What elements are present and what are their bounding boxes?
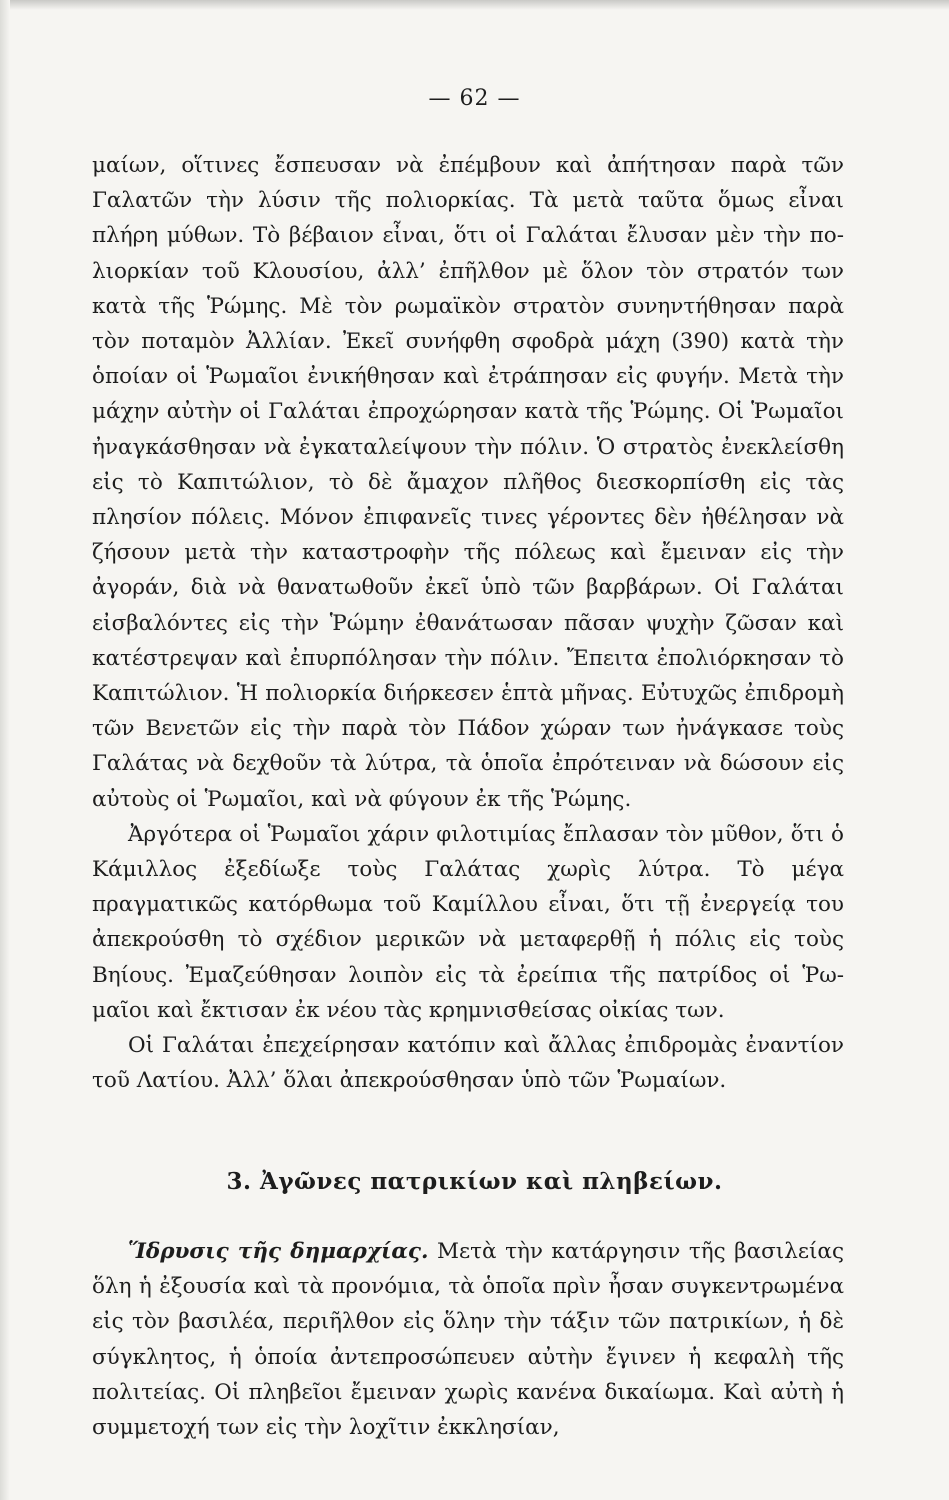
page-edge-left — [0, 0, 10, 1500]
paragraph-2: Ἀργότερα οἱ Ῥωμαῖοι χάριν φιλοτιμίας ἔπλασαν τὸν μῦθον, ὅτι ὁ Κάμιλλος ἐξεδίωξε τοὺς Γαλάτας χωρὶς λύτρα. Τὸ μέγα πραγματικῶς κατόρθωμα τοῦ Καμίλλου εἶναι, ὅτι τῇ ἐνεργείᾳ του ἀπεκρούσθη τὸ σχέδιον μερικῶν νὰ μεταφερθῇ ἡ πόλις εἰς τοὺς Βηίους. Ἐμαζεύθησαν λοιπὸν εἰς τὰ ἐρείπια τῆς πατρίδος οἱ Ῥωμαῖοι καὶ ἔκτισαν ἐκ νέου τὰς κρημνισθείσας οἰκίας των. — [92, 821, 844, 1023]
section-paragraph-text: Μετὰ τὴν κατάργησιν τῆς βασιλείας ὅλη ἡ ἐξουσία καὶ τὰ προνόμια, τὰ ὁποῖα πρὶν ἦσαν συγκεντρωμένα εἰς τὸν βασιλέα, περιῆλθον εἰς ὅλην τὴν τάξιν τῶν πατρικίων, ἡ δὲ σύγκλητος, ἡ ὁποία ἀντεπροσώπευεν αὐτὴν ἔγινεν ἡ κεφαλὴ τῆς πολιτείας. Οἱ πληβεῖοι ἔμειναν χωρὶς κανένα δικαίωμα. Καὶ αὐτὴ ἡ συμμετοχή των εἰς τὴν λοχῖτιν ἐκκλησίαν, — [92, 1239, 844, 1441]
page-number: — 62 — — [428, 86, 521, 111]
section-text — [92, 1234, 844, 1445]
section-paragraph — [92, 1234, 844, 1445]
paragraph-1: μαίων, οἵτινες ἔσπευσαν νὰ ἐπέμβουν καὶ ἀπήτησαν παρὰ τῶν Γαλατῶν τὴν λύσιν τῆς πολιορκίας. Τὰ μετὰ ταῦτα ὅμως εἶναι πλήρη μύθων. Τὸ βέβαιον εἶναι, ὅτι οἱ Γαλάται ἔλυσαν μὲν τὴν πολιορκίαν τοῦ Κλουσίου, ἀλλ’ ἐπῆλθον μὲ ὅλον τὸν στρατόν των κατὰ τῆς Ῥώμης. Μὲ τὸν ρωμαϊκὸν στρατὸν συνηντήθησαν παρὰ τὸν ποταμὸν Ἀλλίαν. Ἐκεῖ συνήφθη σφοδρὰ μάχη (390) κατὰ τὴν ὁποίαν οἱ Ῥωμαῖοι ἐνικήθησαν καὶ ἐτράπησαν εἰς φυγήν. Μετὰ τὴν μάχην αὐτὴν οἱ Γαλάται ἐπροχώρησαν κατὰ τῆς Ῥώμης. Οἱ Ῥωμαῖοι ἠναγκάσθησαν νὰ ἐγκαταλείψουν τὴν πόλιν. Ὁ στρατὸς ἐνεκλείσθη εἰς τὸ Καπιτώλιον, τὸ δὲ ἄμαχον πλῆθος διεσκορπίσθη εἰς τὰς πλησίον πόλεις. Μόνον ἐπιφανεῖς τινες γέροντες δὲν ἠθέλησαν νὰ ζήσουν μετὰ τὴν καταστροφὴν τῆς πόλεως καὶ ἔμειναν εἰς τὴν ἀγοράν, διὰ νὰ θανατωθοῦν ἐκεῖ ὑπὸ τῶν βαρβάρων. Οἱ Γαλάται εἰσβαλόντες εἰς τὴν Ῥώμην ἐθανάτωσαν πᾶσαν ψυχὴν ζῶσαν καὶ κατέστρεψαν καὶ ἐπυρπόλησαν τὴν πόλιν. Ἔπειτα ἐπολιόρκησαν τὸ Καπιτώλιον. Ἡ πολιορκία διήρκεσεν ἑπτὰ μῆνας. Εὐτυχῶς ἐπιδρομὴ τῶν Βενετῶν εἰς τὴν παρὰ τὸν Πάδον χώραν των ἠνάγκασε τοὺς Γαλάτας νὰ δεχθοῦν τὰ λύτρα, τὰ ὁποῖα ἐπρότειναν νὰ δώσουν εἰς αὐτοὺς οἱ Ῥωμαῖοι, καὶ νὰ φύγουν ἐκ τῆς Ῥώμης. — [92, 153, 844, 812]
page-edge-top — [0, 0, 949, 10]
run-in-title: Ἵδρυσις τῆς δημαρχίας. — [128, 1239, 429, 1264]
paragraph-3: Οἱ Γαλάται ἐπεχείρησαν κατόπιν καὶ ἄλλας ἐπιδρομὰς ἐναντίον τοῦ Λατίου. Ἀλλ’ ὅλαι ἀπεκρούσθησαν ὑπὸ τῶν Ῥωμαίων. — [92, 1033, 844, 1094]
section-heading: 3. Ἀγῶνες πατρικίων καὶ πληβείων. — [226, 1168, 723, 1195]
main-text-section — [92, 148, 844, 1098]
